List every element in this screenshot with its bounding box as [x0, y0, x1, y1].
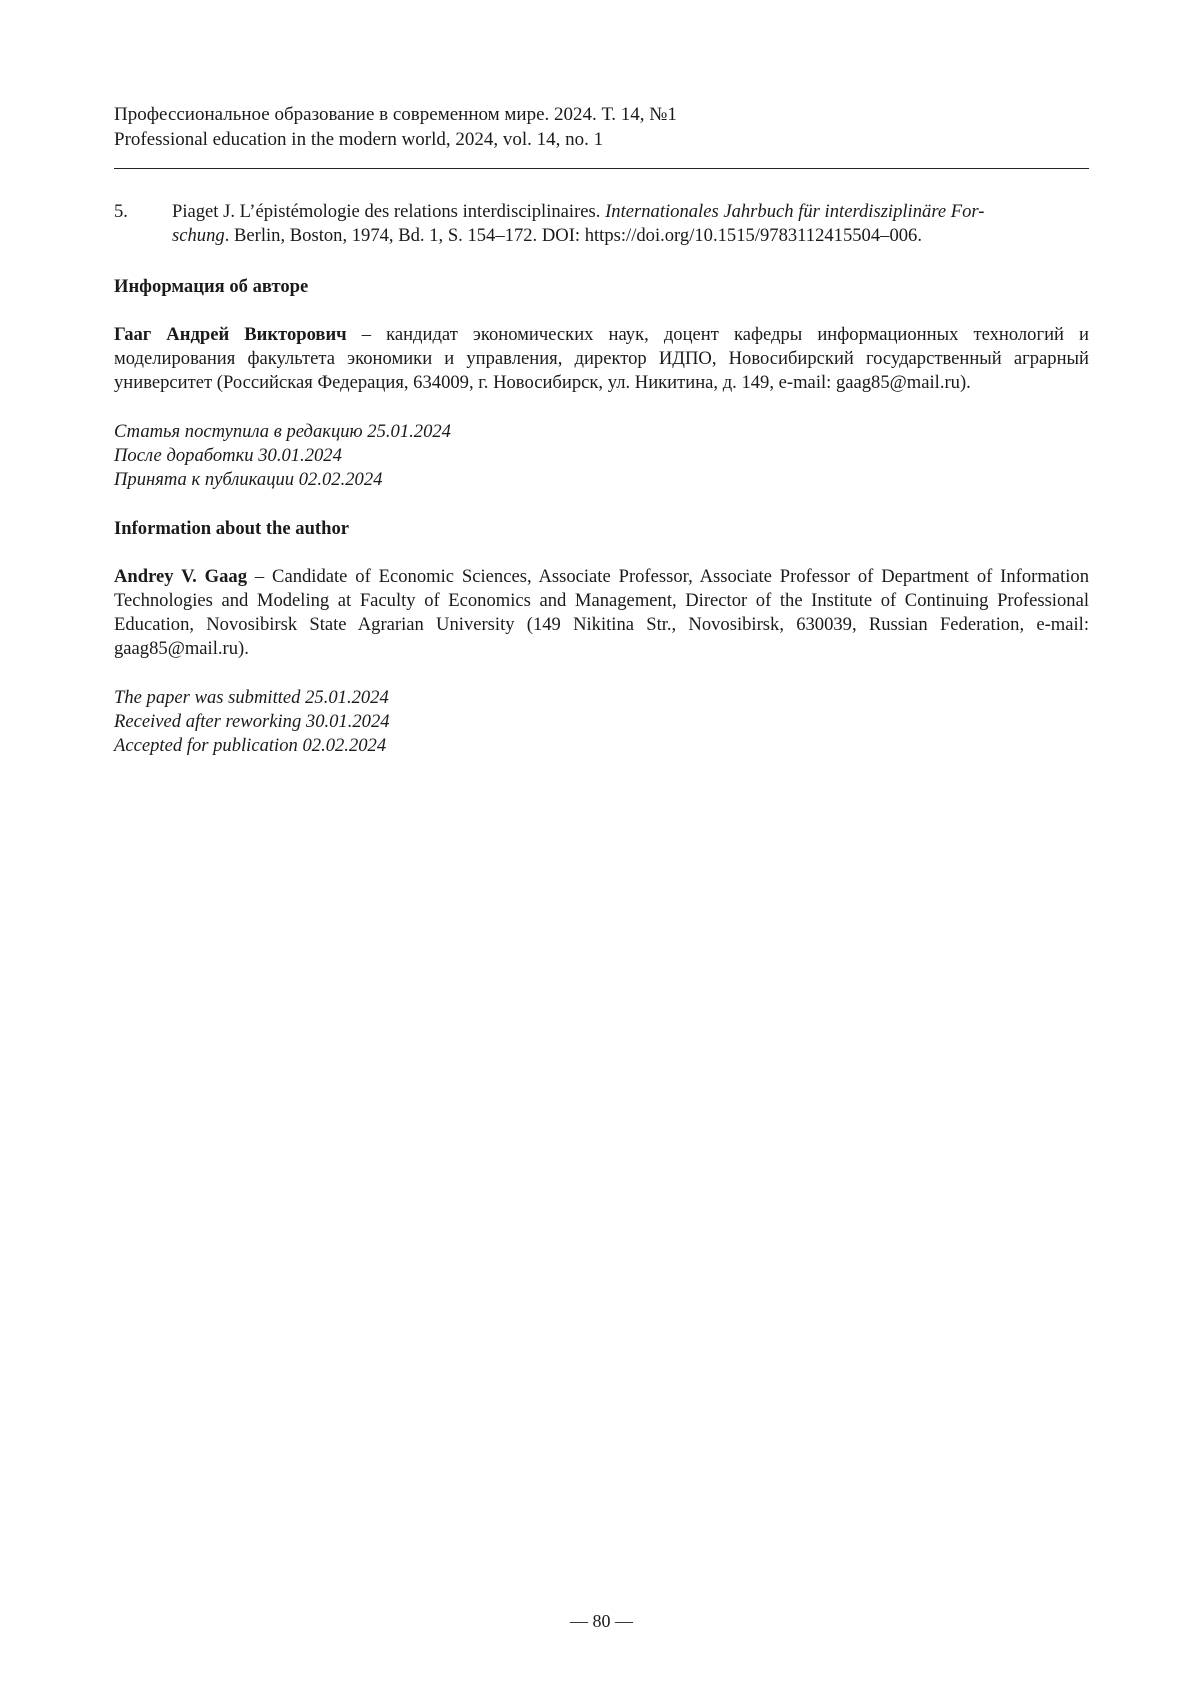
- submitted-date-en: The paper was submitted 25.01.2024: [114, 687, 389, 708]
- running-header: [114, 102, 1089, 152]
- reference-author-title: Piaget J. L’épistémologie des relations interdisciplinaires.: [172, 201, 606, 222]
- submitted-date-ru: Статья поступила в редакцию 25.01.2024: [114, 421, 451, 442]
- article-dates-en: [114, 686, 390, 758]
- journal-title-en: Professional education in the modern world, 2024, vol. 14, no. 1: [114, 129, 604, 150]
- reworked-date-en: Received after reworking 30.01.2024: [114, 711, 390, 732]
- author-name-ru: Гааг Андрей Викторович: [114, 324, 347, 345]
- reworked-date-ru: После доработки 30.01.2024: [114, 445, 342, 466]
- author-info-heading-en: Information about the author: [114, 518, 350, 539]
- page-number: — 80 —: [570, 1611, 633, 1631]
- accepted-date-ru: Принята к публикации 02.02.2024: [114, 469, 383, 490]
- journal-title-ru: Профессиональное образование в современном мире. 2024. Т. 14, №1: [114, 104, 677, 125]
- article-dates-ru: [114, 420, 451, 492]
- author-bio-en-text: – Candidate of Economic Sciences, Associate Professor, Associate Professor of Department of Information Technologies and Modeling at Faculty of Economics and Management, Director of the Institute of Continuing Professional Education, Novosibirsk State Agrarian University (149 Nikitina Str., Novosibirsk, 630039, Russian Federation, e-mail: gaag85@mail.ru).: [114, 566, 1089, 659]
- author-name-en: Andrey V. Gaag: [114, 566, 248, 587]
- reference-journal-cont: schung: [172, 225, 225, 246]
- author-bio-ru: [114, 323, 1089, 395]
- author-bio-en: [114, 565, 1089, 661]
- reference-journal: Internationales Jahrbuch für interdisziplinäre For-: [605, 201, 985, 222]
- author-bio-ru-text: – кандидат экономических наук, доцент кафедры информационных технологий и моделирования факультета экономики и управления, директор ИДПО, Новосибирский государственный аграрный университет (Российская Федерация, 634009, г. Новосибирск, ул. Никитина, д. 149, e-mail: gaag85@mail.ru).: [114, 324, 1089, 393]
- accepted-date-en: Accepted for publication 02.02.2024: [114, 735, 387, 756]
- reference-details: . Berlin, Boston, 1974, Bd. 1, S. 154–172. DOI: https://doi.org/10.1515/9783112415504–006.: [224, 225, 922, 246]
- reference-text: [172, 200, 1089, 248]
- author-info-heading-ru: Информация об авторе: [114, 276, 309, 297]
- reference-item: [114, 200, 1089, 248]
- header-divider: [114, 168, 1089, 169]
- reference-number: 5.: [114, 201, 128, 222]
